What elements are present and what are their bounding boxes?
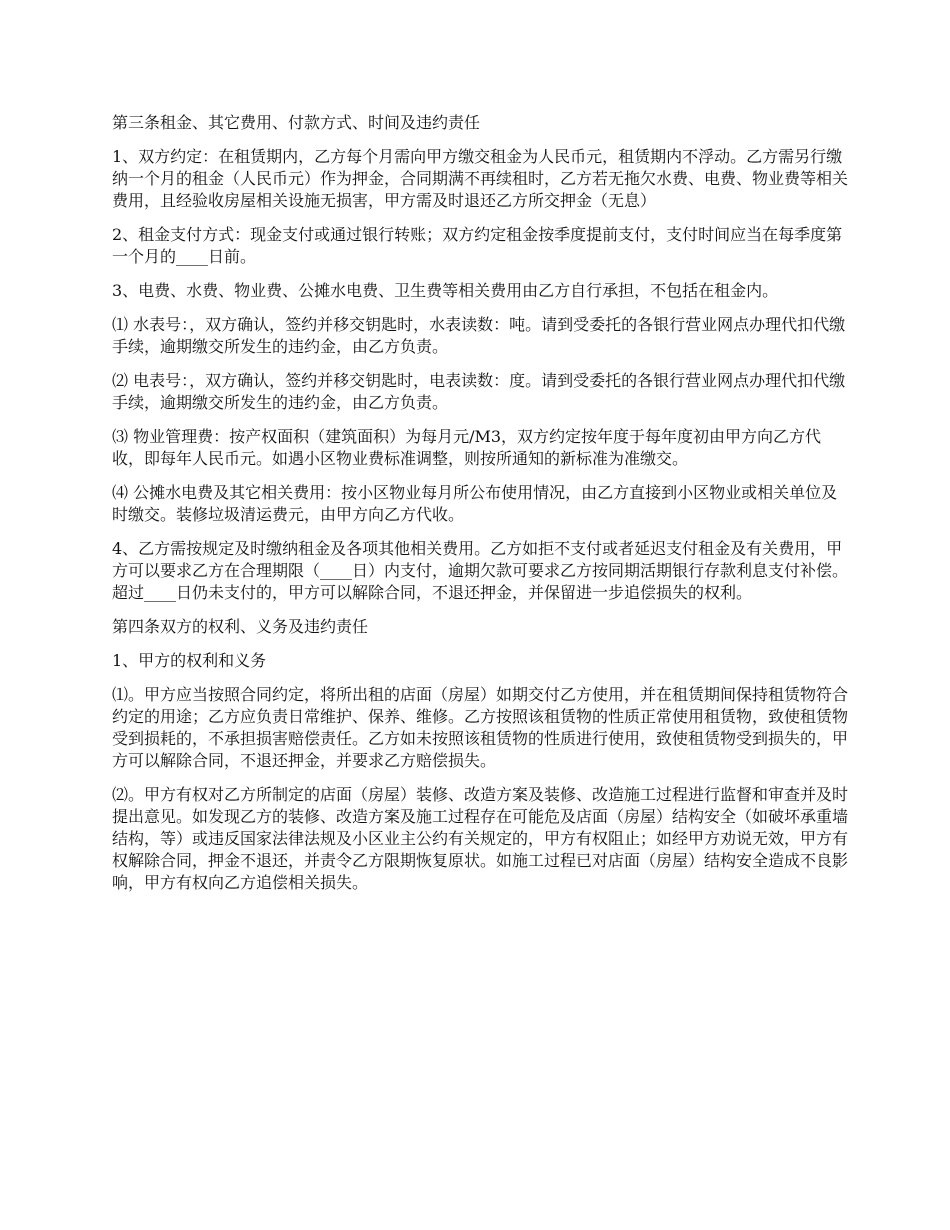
article-3-clause-3-item-4: ⑷ 公摊水电费及其它相关费用：按小区物业每月所公布使用情况，由乙方直接到小区物业或相关单位及时缴交。装修垃圾清运费元，由甲方向乙方代收。	[112, 483, 838, 524]
article-3-clause-1: 1、双方约定：在租赁期内，乙方每个月需向甲方缴交租金为人民币元，租赁期内不浮动。乙方需另行缴纳一个月的租金（人民币元）作为押金，合同期满不再续租时，乙方若无拖欠水费、电费、物业费等相关费用，且经验收房屋相关设施无损害，甲方需及时退还乙方所交押金（无息）	[112, 147, 849, 210]
article-3-clause-3-item-2: ⑵ 电表号：，双方确认，签约并移交钥匙时，电表读数：度。请到受委托的各银行营业网点办理代扣代缴手续，逾期缴交所发生的违约金，由乙方负责。	[112, 371, 846, 412]
document-page	[112, 112, 852, 906]
article-4-section-1-heading: 1、甲方的权利和义务	[112, 651, 267, 670]
article-4-heading: 第四条双方的权利、义务及违约责任	[112, 617, 369, 636]
article-3-clause-4: 4、乙方需按规定及时缴纳租金及各项其他相关费用。乙方如拒不支付或者延迟支付租金及有关费用，甲方可以要求乙方在合理期限（____日）内支付，逾期欠款可要求乙方按同期活期银行存款利息支付补偿。超过____日仍未支付的，甲方可以解除合同，不退还押金，并保留进一步追偿损失的权利。	[112, 539, 849, 602]
article-3-clause-2: 2、租金支付方式：现金支付或通过银行转账；双方约定租金按季度提前支付，支付时间应当在每季度第一个月的____日前。	[112, 225, 843, 266]
article-3-clause-3: 3、电费、水费、物业费、公摊水电费、卫生费等相关费用由乙方自行承担，不包括在租金内。	[112, 281, 779, 300]
article-3-clause-3-item-3: ⑶ 物业管理费：按产权面积（建筑面积）为每月元/M3，双方约定按年度于每年度初由甲方向乙方代收，即每年人民币元。如遇小区物业费标准调整，则按所通知的新标准为准缴交。	[112, 427, 822, 468]
article-4-section-1-item-2: ⑵。甲方有权对乙方所制定的店面（房屋）装修、改造方案及装修、改造施工过程进行监督和审查并及时提出意见。如发现乙方的装修、改造方案及施工过程存在可能危及店面（房屋）结构安全（如破坏承重墙结构，等）或违反国家法律法规及小区业主公约有关规定的，甲方有权阻止；如经甲方劝说无效，甲方有权解除合同，押金不退还，并责令乙方限期恢复原状。如施工过程已对店面（房屋）结构安全造成不良影响，甲方有权向乙方追偿相关损失。	[112, 785, 849, 892]
article-4-section-1-item-1: ⑴。甲方应当按照合同约定，将所出租的店面（房屋）如期交付乙方使用，并在租赁期间保持租赁物符合约定的用途；乙方应负责日常维护、保养、维修。乙方按照该租赁物的性质正常使用租赁物，致使租赁物受到损耗的，不承担损害赔偿责任。乙方如未按照该租赁物的性质进行使用，致使租赁物受到损失的，甲方可以解除合同，不退还押金，并要求乙方赔偿损失。	[112, 685, 849, 770]
article-3-heading: 第三条租金、其它费用、付款方式、时间及违约责任	[112, 113, 481, 132]
article-3-clause-3-item-1: ⑴ 水表号：，双方确认，签约并移交钥匙时，水表读数：吨。请到受委托的各银行营业网点办理代扣代缴手续，逾期缴交所发生的违约金，由乙方负责。	[112, 315, 846, 356]
